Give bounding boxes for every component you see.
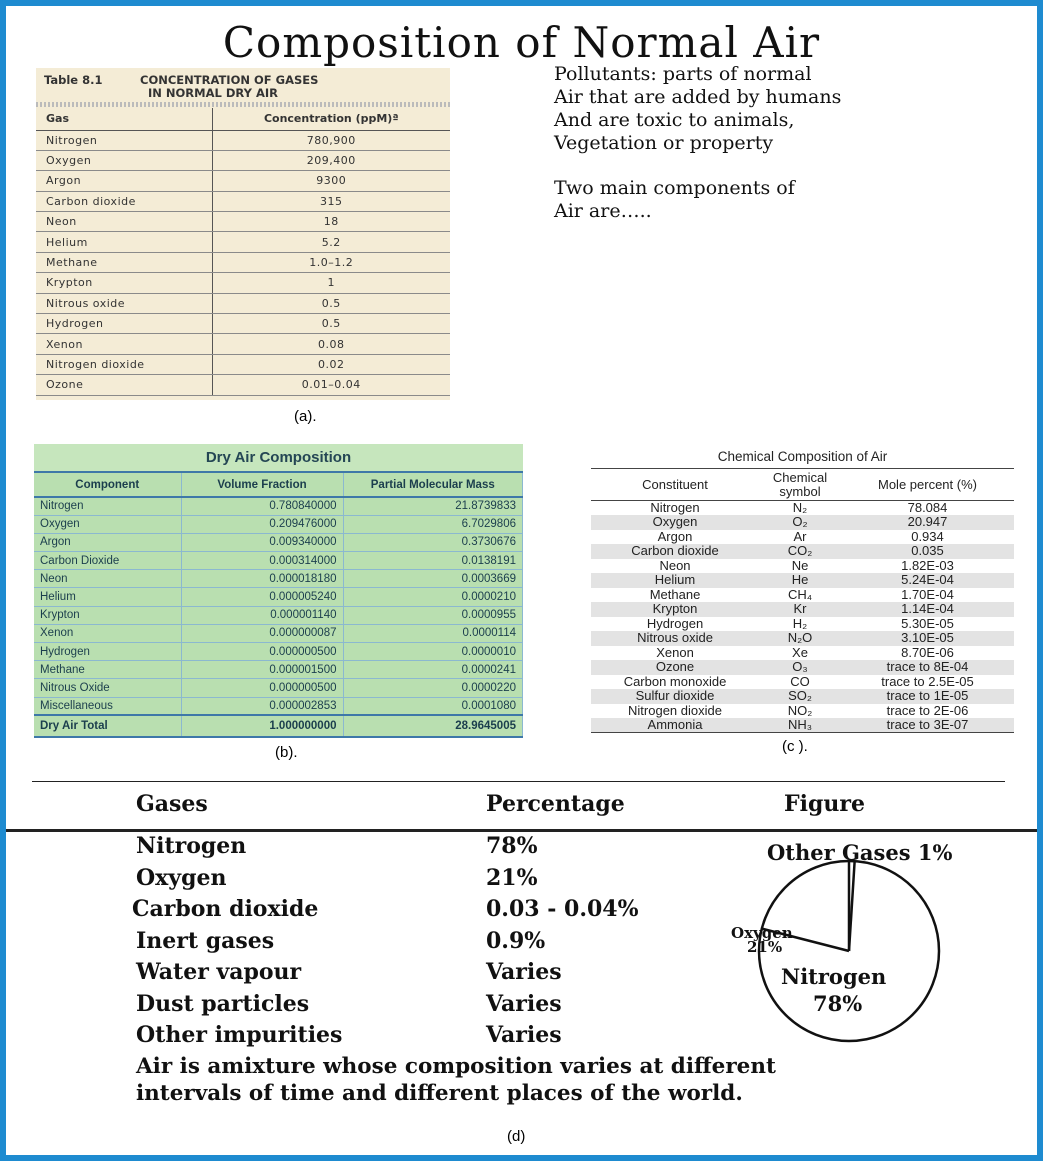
pie-label-oxygen: Oxygen <box>731 924 793 942</box>
table-c-mole-percent-cell: 0.035 <box>841 544 1014 559</box>
table-row <box>591 704 1014 719</box>
table-b-molecular-mass-cell: 0.0000241 <box>343 661 523 679</box>
table-c-symbol-cell: Ar <box>793 528 807 544</box>
table-b-volume-fraction-cell: 0.000002853 <box>181 697 343 715</box>
table-row <box>591 573 1014 588</box>
table-c-symbol-cell: SO₂ <box>759 689 841 704</box>
table-b-volume-fraction-cell: 0.009340000 <box>181 533 343 551</box>
table-b-component-cell: Argon <box>34 533 181 551</box>
table-a-gas-cell: Carbon dioxide <box>36 191 212 211</box>
table-a-gas-cell: Oxygen <box>36 150 212 170</box>
table-b-molecular-mass-cell: 21.8739833 <box>343 497 523 515</box>
table-c-mole-percent-cell: 5.30E-05 <box>901 615 954 631</box>
table-b-component-cell: Carbon Dioxide <box>34 552 181 570</box>
table-row <box>591 631 1014 646</box>
table-row <box>36 375 450 395</box>
table-b-molecular-mass-cell: 0.0000210 <box>343 588 523 606</box>
table-c-constituent-cell: Krypton <box>591 602 759 617</box>
table-c-header-constituent: Constituent <box>591 469 759 501</box>
table-b-total-volume-fraction: 1.000000000 <box>181 715 343 737</box>
section-d-label: (d) <box>507 1128 526 1145</box>
table-c-constituent-cell: Helium <box>591 573 759 588</box>
table-row <box>591 718 1014 733</box>
table-a-header-gas: Gas <box>36 108 212 130</box>
section-d-note <box>136 1053 1016 1107</box>
gas-name: Other impurities <box>136 1022 343 1048</box>
table-b-grid <box>34 471 523 738</box>
gas-name: Dust particles <box>136 991 310 1017</box>
table-c-mole-percent-cell: 0.934 <box>911 528 944 544</box>
table-a-gas-cell: Ozone <box>36 375 212 395</box>
table-c-title: Chemical Composition of Air <box>717 449 888 464</box>
table-c-mole-percent-cell: 1.70E-04 <box>901 586 954 602</box>
table-b-component-cell: Miscellaneous <box>34 697 181 715</box>
table-c-symbol-cell: Ne <box>791 557 809 573</box>
table-b-molecular-mass-cell: 6.7029806 <box>343 515 523 533</box>
table-row <box>34 533 523 551</box>
table-b-volume-fraction-cell: 0.000000500 <box>181 679 343 697</box>
table-c-constituent-cell: Ozone <box>591 660 759 675</box>
pie-chart-svg <box>711 841 1021 1051</box>
table-c-symbol-cell: N₂ <box>792 500 808 515</box>
table-b-volume-fraction-cell: 0.000001500 <box>181 661 343 679</box>
table-c-constituent-cell: Nitrous oxide <box>591 631 759 646</box>
table-c-mole-percent-cell: 5.24E-04 <box>841 573 1014 588</box>
table-a-concentration-cell: 5.2 <box>212 232 450 252</box>
table-a-caption-line2: IN NORMAL DRY AIR <box>148 86 278 100</box>
table-c-mole-percent-cell: 78.084 <box>907 500 948 515</box>
table-row <box>591 660 1014 675</box>
table-c-mole-percent-cell: trace to 2.5E-05 <box>881 673 974 689</box>
table-row <box>591 675 1014 690</box>
table-row <box>34 606 523 624</box>
table-c-symbol-cell: NO₂ <box>787 702 813 718</box>
table-a-concentration-cell: 1 <box>212 273 450 293</box>
table-b-volume-fraction-cell: 0.000001140 <box>181 606 343 624</box>
table-row <box>34 497 523 515</box>
table-a-caption <box>44 74 318 100</box>
table-a-grid <box>36 108 450 396</box>
table-c-constituent-cell: Oxygen <box>591 515 759 530</box>
table-b-header-component: Component <box>34 472 181 497</box>
table-row <box>36 252 450 272</box>
table-b-volume-fraction-cell: 0.209476000 <box>181 515 343 533</box>
section-d-header-rule <box>6 829 1037 832</box>
table-row <box>34 679 523 697</box>
table-a-hatch-rule <box>36 102 450 107</box>
table-a-gas-cell: Nitrogen dioxide <box>36 354 212 374</box>
table-a-concentration-cell: 0.5 <box>212 314 450 334</box>
table-c-mole-percent-cell: 8.70E-06 <box>901 644 954 660</box>
table-b-volume-fraction-cell: 0.780840000 <box>181 497 343 515</box>
gas-percentage: 0.03 - 0.04% <box>486 896 639 922</box>
table-c-mole-percent-cell: trace to 3E-07 <box>841 718 1014 733</box>
table-b-molecular-mass-cell: 0.0138191 <box>343 552 523 570</box>
table-c-constituent-cell: Hydrogen <box>646 615 704 631</box>
table-b-title: Dry Air Composition <box>34 444 523 471</box>
table-c-constituent-cell: Xenon <box>656 644 694 660</box>
pie-label-nitrogen: Nitrogen <box>781 964 887 989</box>
table-a-gas-cell: Hydrogen <box>36 314 212 334</box>
table-c-constituent-cell: Neon <box>659 557 691 573</box>
table-b <box>34 444 523 738</box>
gas-name: Inert gases <box>136 928 275 954</box>
table-row <box>34 515 523 533</box>
table-a-caption-number: Table 8.1 <box>44 73 103 87</box>
table-b-volume-fraction-cell: 0.000018180 <box>181 570 343 588</box>
table-row <box>591 544 1014 559</box>
table-b-label: (b). <box>275 744 298 761</box>
table-a-concentration-cell: 1.0–1.2 <box>212 252 450 272</box>
table-row <box>34 588 523 606</box>
table-a-concentration-cell: 315 <box>212 191 450 211</box>
table-row <box>36 273 450 293</box>
table-c-mole-percent-cell: 1.82E-03 <box>901 557 954 573</box>
table-c-constituent-cell: Carbon dioxide <box>591 544 759 559</box>
table-a-gas-cell: Nitrous oxide <box>36 293 212 313</box>
table-a <box>36 68 450 400</box>
table-c-symbol-cell: CH₄ <box>787 586 813 602</box>
table-row <box>591 588 1014 603</box>
table-b-molecular-mass-cell: 0.0003669 <box>343 570 523 588</box>
side-text-line: Two main components of <box>554 177 795 199</box>
side-text-line: Pollutants: parts of normal <box>554 63 812 85</box>
note-line-1: Air is amixture whose composition varies at different <box>136 1054 776 1079</box>
gas-name: Carbon dioxide <box>132 896 319 922</box>
table-b-molecular-mass-cell: 0.0001080 <box>343 697 523 715</box>
table-b-component-cell: Methane <box>34 661 181 679</box>
table-c-symbol-cell: H₂ <box>792 615 808 631</box>
table-row <box>591 515 1014 530</box>
table-c-symbol-cell: NH₃ <box>759 718 841 733</box>
table-row <box>36 191 450 211</box>
table-a-concentration-cell: 0.5 <box>212 293 450 313</box>
table-c-constituent-cell: Sulfur dioxide <box>591 689 759 704</box>
table-b-component-cell: Nitrogen <box>34 497 181 515</box>
table-c-header-symbol: Chemical symbol <box>759 469 841 501</box>
table-c-mole-percent-cell: 3.10E-05 <box>841 631 1014 646</box>
table-c-mole-percent-cell: trace to 1E-05 <box>841 689 1014 704</box>
table-a-concentration-cell: 0.02 <box>212 354 450 374</box>
gas-name: Oxygen <box>136 865 227 891</box>
table-a-label: (a). <box>294 408 317 425</box>
table-b-molecular-mass-cell: 0.0000220 <box>343 679 523 697</box>
table-b-component-cell: Nitrous Oxide <box>34 679 181 697</box>
table-b-component-cell: Helium <box>34 588 181 606</box>
table-a-gas-cell: Xenon <box>36 334 212 354</box>
table-c-constituent-cell: Nitrogen <box>650 500 700 515</box>
table-a-gas-cell: Methane <box>36 252 212 272</box>
pollutants-text <box>554 63 1014 223</box>
table-a-concentration-cell: 0.08 <box>212 334 450 354</box>
table-row <box>36 354 450 374</box>
table-c-mole-percent-cell: trace to 8E-04 <box>841 660 1014 675</box>
table-a-concentration-cell: 18 <box>212 212 450 232</box>
pie-label-other-gases: Other Gases 1% <box>767 841 953 865</box>
table-b-component-cell: Neon <box>34 570 181 588</box>
table-row <box>36 212 450 232</box>
table-row <box>36 130 450 150</box>
side-text-line: Air are….. <box>554 200 652 222</box>
table-c-symbol-cell: N₂O <box>759 631 841 646</box>
table-a-concentration-cell: 780,900 <box>212 130 450 150</box>
table-c-constituent-cell: Argon <box>657 528 693 544</box>
table-row <box>36 293 450 313</box>
table-b-volume-fraction-cell: 0.000005240 <box>181 588 343 606</box>
gas-percentage: Varies <box>486 991 562 1017</box>
table-b-volume-fraction-cell: 0.000000500 <box>181 643 343 661</box>
table-a-concentration-cell: 9300 <box>212 171 450 191</box>
table-c-symbol-cell: CO₂ <box>759 544 841 559</box>
pie-label-nitrogen-value: 78% <box>813 991 863 1016</box>
table-a-header-concentration: Concentration (ppM)ª <box>212 108 450 130</box>
table-a-gas-cell: Nitrogen <box>36 130 212 150</box>
pie-label-oxygen-value: 21% <box>747 938 783 956</box>
table-row <box>591 646 1014 661</box>
table-c <box>591 446 1014 733</box>
table-row <box>591 602 1014 617</box>
table-row <box>36 150 450 170</box>
table-c-symbol-cell: Kr <box>759 602 841 617</box>
side-text-line: Air that are added by humans <box>554 86 842 108</box>
gas-name: Water vapour <box>136 959 302 985</box>
table-c-symbol-cell: CO <box>790 673 810 689</box>
table-row <box>34 624 523 642</box>
table-row <box>591 689 1014 704</box>
table-c-symbol-cell: Xe <box>792 644 808 660</box>
gas-percentage: 78% <box>486 833 538 859</box>
table-b-volume-fraction-cell: 0.000314000 <box>181 552 343 570</box>
side-text-line: And are toxic to animals, <box>554 109 795 131</box>
table-row <box>591 559 1014 574</box>
table-a-gas-cell: Helium <box>36 232 212 252</box>
table-c-constituent-cell: Methane <box>649 586 701 602</box>
table-b-molecular-mass-cell: 0.3730676 <box>343 533 523 551</box>
table-row <box>591 617 1014 632</box>
table-b-volume-fraction-cell: 0.000000087 <box>181 624 343 642</box>
table-c-constituent-cell: Carbon monoxide <box>623 673 727 689</box>
table-row <box>34 661 523 679</box>
table-row <box>36 171 450 191</box>
table-row <box>36 232 450 252</box>
table-b-molecular-mass-cell: 0.0000010 <box>343 643 523 661</box>
table-c-mole-percent-cell: 20.947 <box>841 515 1014 530</box>
table-row <box>36 334 450 354</box>
table-b-total-row <box>34 715 523 737</box>
table-b-component-cell: Hydrogen <box>34 643 181 661</box>
section-d-top-rule <box>32 781 1005 782</box>
note-line-2: intervals of time and different places of the world. <box>136 1081 743 1106</box>
table-row <box>34 697 523 715</box>
pie-chart <box>711 841 1021 1051</box>
table-c-symbol-cell: O₃ <box>759 660 841 675</box>
page-title: Composition of Normal Air <box>222 18 821 67</box>
table-c-constituent-cell: Nitrogen dioxide <box>628 702 722 718</box>
header-percentage: Percentage <box>486 791 625 817</box>
table-row <box>34 552 523 570</box>
header-gases: Gases <box>136 791 208 817</box>
table-b-component-cell: Xenon <box>34 624 181 642</box>
table-row <box>36 314 450 334</box>
table-a-caption-line1: CONCENTRATION OF GASES <box>140 73 319 87</box>
table-a-gas-cell: Neon <box>36 212 212 232</box>
gas-percentage: 0.9% <box>486 928 546 954</box>
table-b-molecular-mass-cell: 0.0000114 <box>343 624 523 642</box>
table-a-gas-cell: Argon <box>36 171 212 191</box>
table-c-grid <box>591 468 1014 733</box>
table-a-gas-cell: Krypton <box>36 273 212 293</box>
table-c-header-mole-percent: Mole percent (%) <box>841 469 1014 501</box>
table-b-total-molecular-mass: 28.9645005 <box>343 715 523 737</box>
table-b-molecular-mass-cell: 0.0000955 <box>343 606 523 624</box>
table-c-mole-percent-cell: 1.14E-04 <box>841 602 1014 617</box>
table-b-total-component: Dry Air Total <box>34 715 181 737</box>
table-b-header-molecular-mass: Partial Molecular Mass <box>343 472 523 497</box>
gas-percentage: 21% <box>486 865 538 891</box>
table-a-concentration-cell: 209,400 <box>212 150 450 170</box>
table-a-concentration-cell: 0.01–0.04 <box>212 375 450 395</box>
table-b-component-cell: Krypton <box>34 606 181 624</box>
table-row <box>34 643 523 661</box>
header-figure: Figure <box>784 791 865 817</box>
gas-name: Nitrogen <box>136 833 247 859</box>
table-row <box>591 530 1014 545</box>
side-text-line: Vegetation or property <box>554 132 774 154</box>
gas-percentage: Varies <box>486 959 562 985</box>
table-c-symbol-cell: He <box>759 573 841 588</box>
table-c-constituent-cell: Ammonia <box>591 718 759 733</box>
gas-percentage: Varies <box>486 1022 562 1048</box>
table-c-mole-percent-cell: trace to 2E-06 <box>886 702 969 718</box>
table-c-symbol-cell: O₂ <box>759 515 841 530</box>
table-b-header-volume-fraction: Volume Fraction <box>181 472 343 497</box>
table-c-label: (c ). <box>782 738 808 755</box>
table-b-component-cell: Oxygen <box>34 515 181 533</box>
table-row <box>34 570 523 588</box>
table-row <box>591 501 1014 516</box>
